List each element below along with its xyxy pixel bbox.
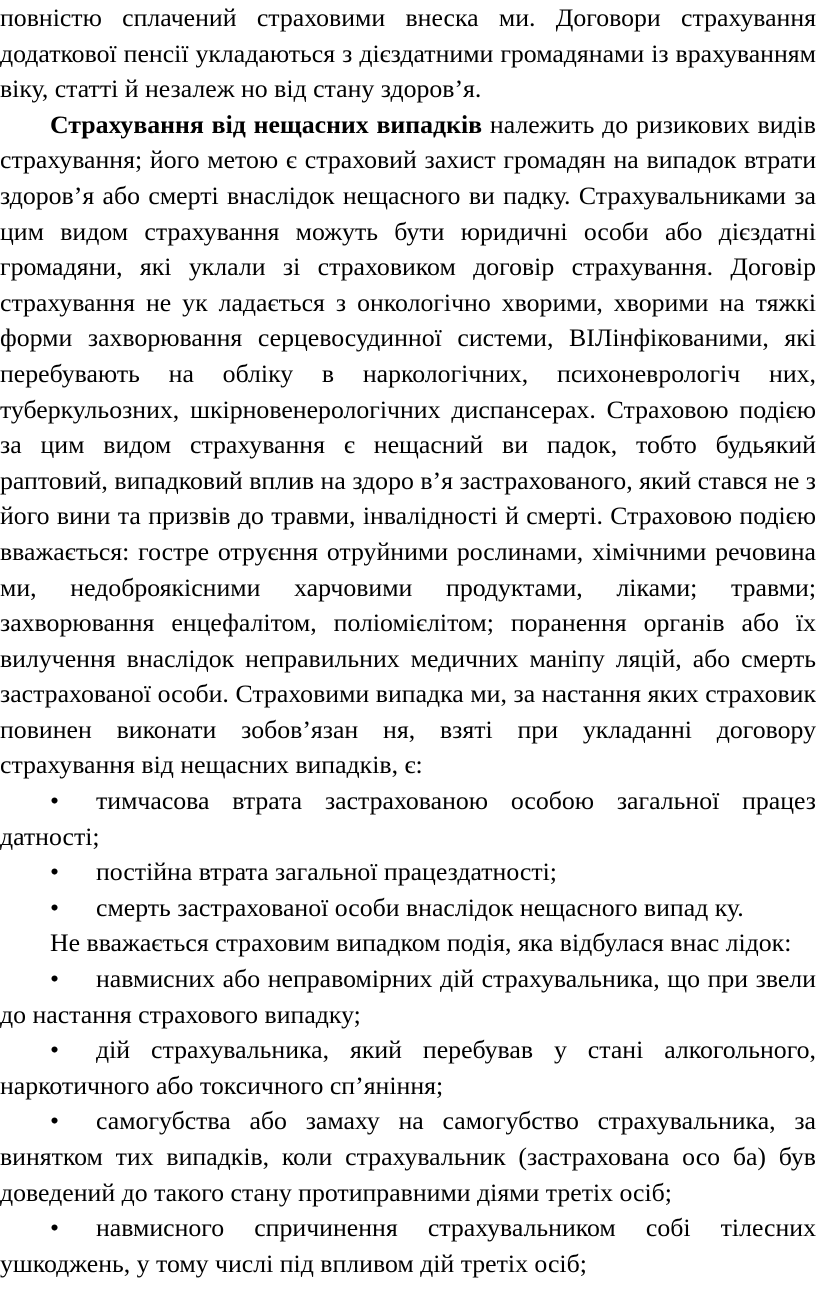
list-item bbox=[0, 1103, 816, 1210]
paragraph-body: належить до ризикових видів страхування; його метою є страховий захист громадян на випадок втрати здоров’я або смерті внаслідок нещасного ви падку. Страхувальниками за цим видом страхування можуть бути юридичні особи або дієздатні громадяни, які уклали зі страховиком договір страхування. Договір страхування не ук ладається з онкологічно хворими, хворими на тяжкі форми захворювання серцевосудинної системи, ВІЛінфікованими, які перебувають на обліку в наркологічних, психоневрологіч них, туберкульозних, шкірновенерологічних диспансерах. Страховою подією за цим видом страхування є нещасний ви падок, тобто будьякий раптовий, випадковий вплив на здоро в’я застрахованого, який стався не з його вини та призвів до травми, інвалідності й смерті. Страховою подією вважається: гостре отруєння отруйними рослинами, хімічними речовина ми, недоброякісними харчовими продуктами, ліками; травми; захворювання енцефалітом, поліомієлітом; поранення органів або їх вилучення внаслідок неправильних медичних маніпу ляцій, або смерть застрахованої особи. Страховими випадка ми, за настання яких страховик повинен виконати зобов’язан ня, взяті при укладанні договору страхування від нещасних випадків, є: bbox=[0, 109, 816, 780]
list-item-text: постійна втрата загальної працездатності; bbox=[96, 857, 557, 887]
list-item bbox=[0, 961, 816, 1032]
bullet-icon: • bbox=[50, 1106, 60, 1136]
bullet-icon: • bbox=[50, 964, 60, 994]
list-item-text: смерть застрахованої особи внаслідок нещасного випад ку. bbox=[96, 892, 744, 922]
paragraph-continuation: повністю сплачений страховими внеска ми. Договори страхування додаткової пенсії укладаються з дієздатними громадянами із врахуванням віку, статті й незалеж но від стану здоров’я. bbox=[0, 3, 816, 104]
list-item-text: самогубства або замаху на самогубство страхувальника, за винятком тих випадків, коли страхувальник (застрахована осо ба) був доведений до такого стану протиправними діями третіх осіб; bbox=[0, 1106, 816, 1207]
bullet-icon: • bbox=[50, 786, 60, 816]
paragraph-exclusions-intro: Не вважається страховим випадком подія, яка відбулася внас лідок: bbox=[50, 928, 792, 958]
list-item bbox=[0, 1210, 816, 1281]
list-item-text: навмисного спричинення страхувальником собі тілесних ушкоджень, у тому числі під впливом дій третіх осіб; bbox=[0, 1213, 816, 1278]
list-item bbox=[0, 1032, 816, 1103]
list-item bbox=[0, 890, 816, 926]
list-item-text: навмисних або неправомірних дій страхувальника, що при звели до настання страхового випадку; bbox=[0, 964, 816, 1029]
bullet-icon: • bbox=[50, 892, 60, 922]
list-item bbox=[0, 783, 816, 854]
list-item-text: тимчасова втрата застрахованою особою загальної працез датності; bbox=[0, 786, 816, 851]
paragraph-lead-term: Страхування від нещасних випадків bbox=[50, 109, 483, 139]
paragraph-accident-insurance bbox=[0, 107, 816, 783]
bullet-icon: • bbox=[50, 1035, 60, 1065]
bullet-icon: • bbox=[50, 857, 60, 887]
bullet-icon: • bbox=[50, 1213, 60, 1243]
list-item-text: дій страхувальника, який перебував у стані алкогольного, наркотичного або токсичного сп’яніння; bbox=[0, 1035, 816, 1100]
list-item bbox=[0, 854, 816, 890]
